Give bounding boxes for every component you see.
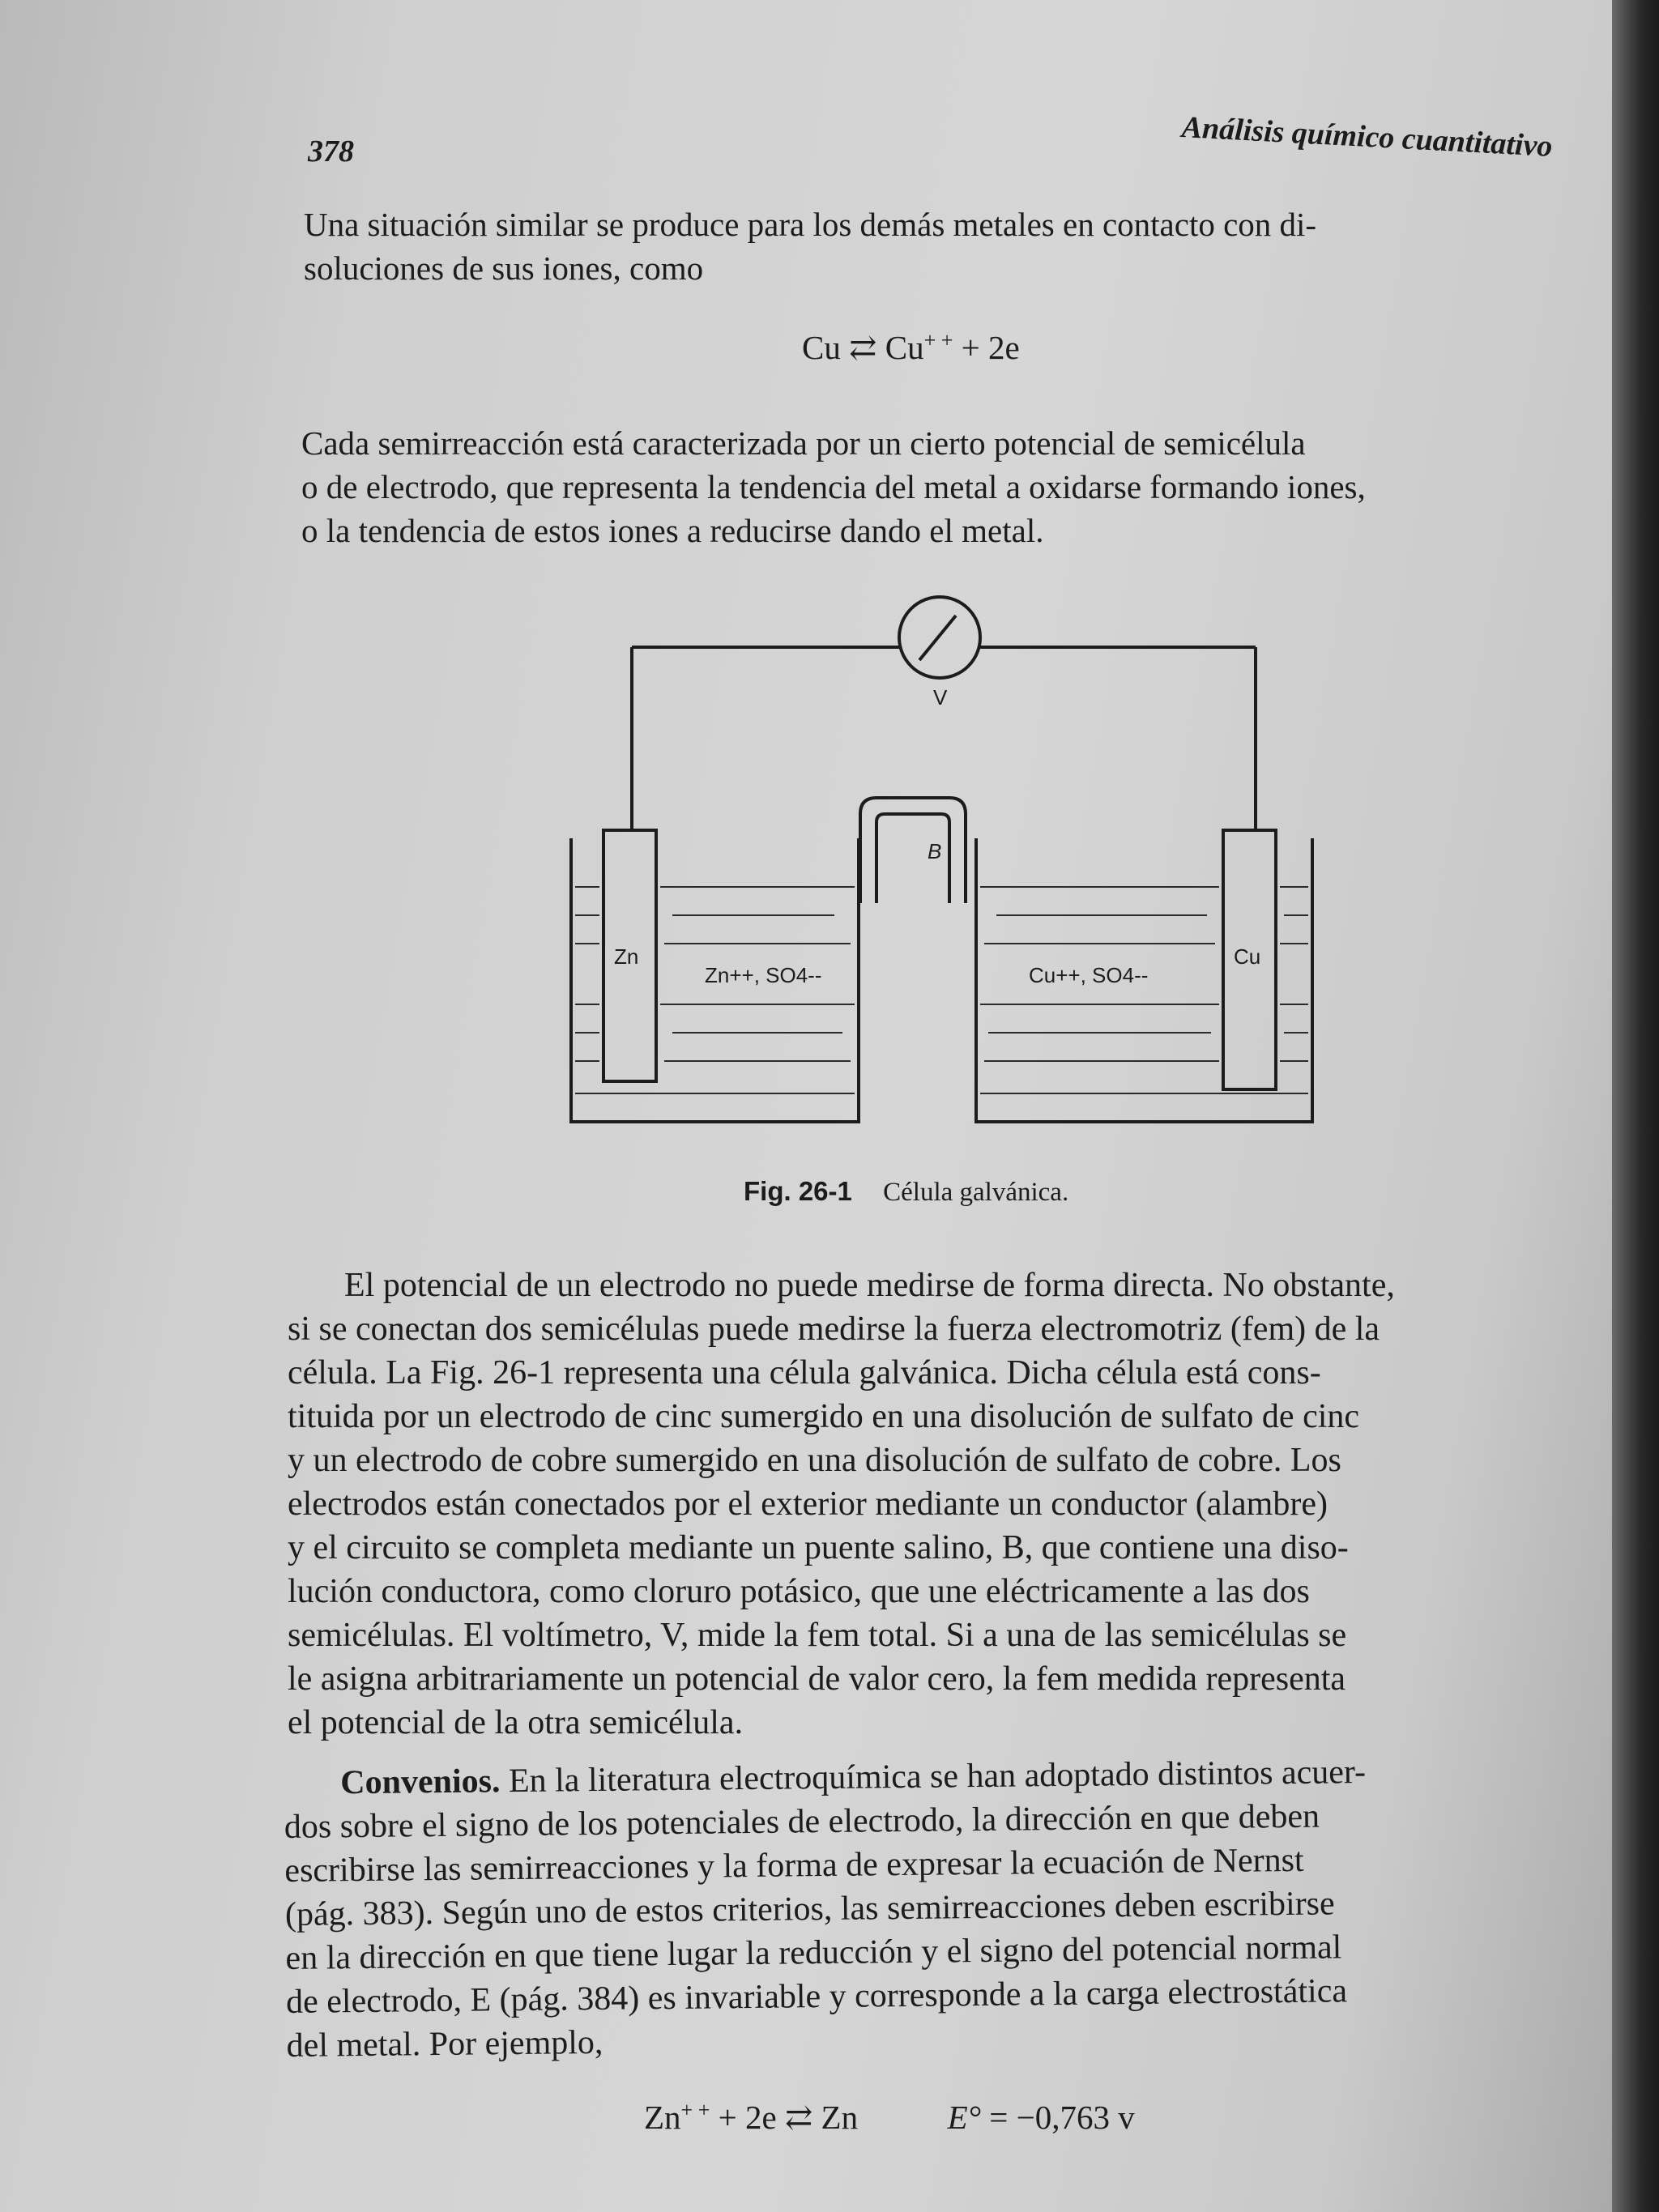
eq-charge: + + — [923, 328, 953, 352]
eq-potential-value: = −0,763 v — [989, 2099, 1135, 2136]
text-line: lución conductora, como cloruro potásico, que une eléctricamente a las dos — [288, 1573, 1310, 1610]
text-line: Convenios. En la literatura electroquímica se han adoptado distintos acuer- — [340, 1754, 1367, 1802]
eq-arrow: ⇄ — [849, 329, 877, 366]
eq-right: Cu — [885, 329, 924, 366]
zinc-solution-label: Zn++, SO4-- — [705, 963, 822, 987]
book-gutter — [1612, 0, 1659, 2212]
figure-caption — [744, 1176, 1068, 1208]
text-line: el potencial de la otra semicélula. — [288, 1704, 744, 1741]
figure-title: Célula galvánica. — [883, 1178, 1069, 1207]
eq-tail: + 2e — [961, 329, 1020, 366]
paragraph-4 — [284, 1749, 1550, 2068]
text-line: semicélulas. El voltímetro, V, mide la fem total. Si a una de las semicélulas se — [288, 1617, 1347, 1654]
text-line: (pág. 383). Según uno de estos criterios, las semirreacciones deben escribirse — [284, 1885, 1335, 1933]
text-line: escribirse las semirreacciones y la forma de expresar la ecuación de Nernst — [284, 1841, 1304, 1890]
eq-left: Zn — [644, 2099, 681, 2136]
section-heading: Convenios. — [340, 1762, 501, 1802]
zinc-electrode-label: Zn — [614, 944, 639, 969]
text-line: dos sobre el signo de los potenciales de electrodo, la dirección en que deben — [284, 1797, 1320, 1846]
text-line: Una situación similar se produce para los demás metales en contacto con di- — [304, 206, 1317, 243]
text-line: tituida por un electrodo de cinc sumergido en una disolución de sulfato de cinc — [288, 1398, 1360, 1435]
voltmeter-label: V — [933, 685, 948, 710]
salt-bridge-label: B — [928, 839, 942, 863]
electrolyte-lines — [575, 887, 1308, 1093]
paragraph-1 — [304, 202, 1551, 290]
eq-left: Cu — [802, 329, 841, 366]
galvanic-cell-figure — [559, 595, 1328, 1146]
text-line: electrodos están conectados por el exterior mediante un conductor (alambre) — [288, 1485, 1328, 1523]
eq-charge: + + — [680, 2098, 710, 2122]
text-line: o la tendencia de estos iones a reducirse dando el metal. — [301, 512, 1044, 549]
equation-zinc — [644, 2098, 1135, 2137]
paragraph-3 — [288, 1264, 1551, 1745]
text-line: de electrodo, E (pág. 384) es invariable y corresponde a la carga electrostática — [285, 1972, 1348, 2021]
running-head: Análisis químico cuantitativo — [1180, 109, 1554, 164]
text-line: Cada semirreacción está caracterizada por un cierto potencial de semicélula — [301, 424, 1306, 462]
figure-number: Fig. 26-1 — [744, 1176, 852, 1206]
text-line: si se conectan dos semicélulas puede medirse la fuerza electromotriz (fem) de la — [288, 1311, 1380, 1348]
paragraph-2 — [301, 421, 1561, 552]
equation-copper — [802, 328, 1020, 367]
text-line: y un electrodo de cobre sumergido en una disolución de sulfato de cobre. Los — [288, 1442, 1341, 1479]
copper-electrode-label: Cu — [1234, 944, 1261, 969]
text-line: o de electrodo, que representa la tendencia del metal a oxidarse formando iones, — [301, 468, 1366, 505]
text-line: en la dirección en que tiene lugar la reducción y el signo del potencial normal — [285, 1929, 1342, 1977]
copper-solution-label: Cu++, SO4-- — [1029, 963, 1149, 987]
eq-potential-label: E° — [947, 2099, 982, 2136]
text-line: le asigna arbitrariamente un potencial de valor cero, la fem medida representa — [288, 1660, 1346, 1698]
page-number: 378 — [308, 134, 354, 168]
voltmeter-needle — [919, 616, 956, 660]
text-line: y el circuito se completa mediante un puente salino, B, que contiene una diso- — [288, 1529, 1349, 1566]
text-line: El potencial de un electrodo no puede medirse de forma directa. No obstante, — [344, 1267, 1395, 1304]
text-line: célula. La Fig. 26-1 representa una célula galvánica. Dicha célula está cons- — [288, 1354, 1321, 1392]
text-line: soluciones de sus iones, como — [304, 249, 704, 287]
text-line: del metal. Por ejemplo, — [286, 2023, 603, 2065]
eq-middle: + 2e ⇄ Zn — [718, 2099, 859, 2136]
